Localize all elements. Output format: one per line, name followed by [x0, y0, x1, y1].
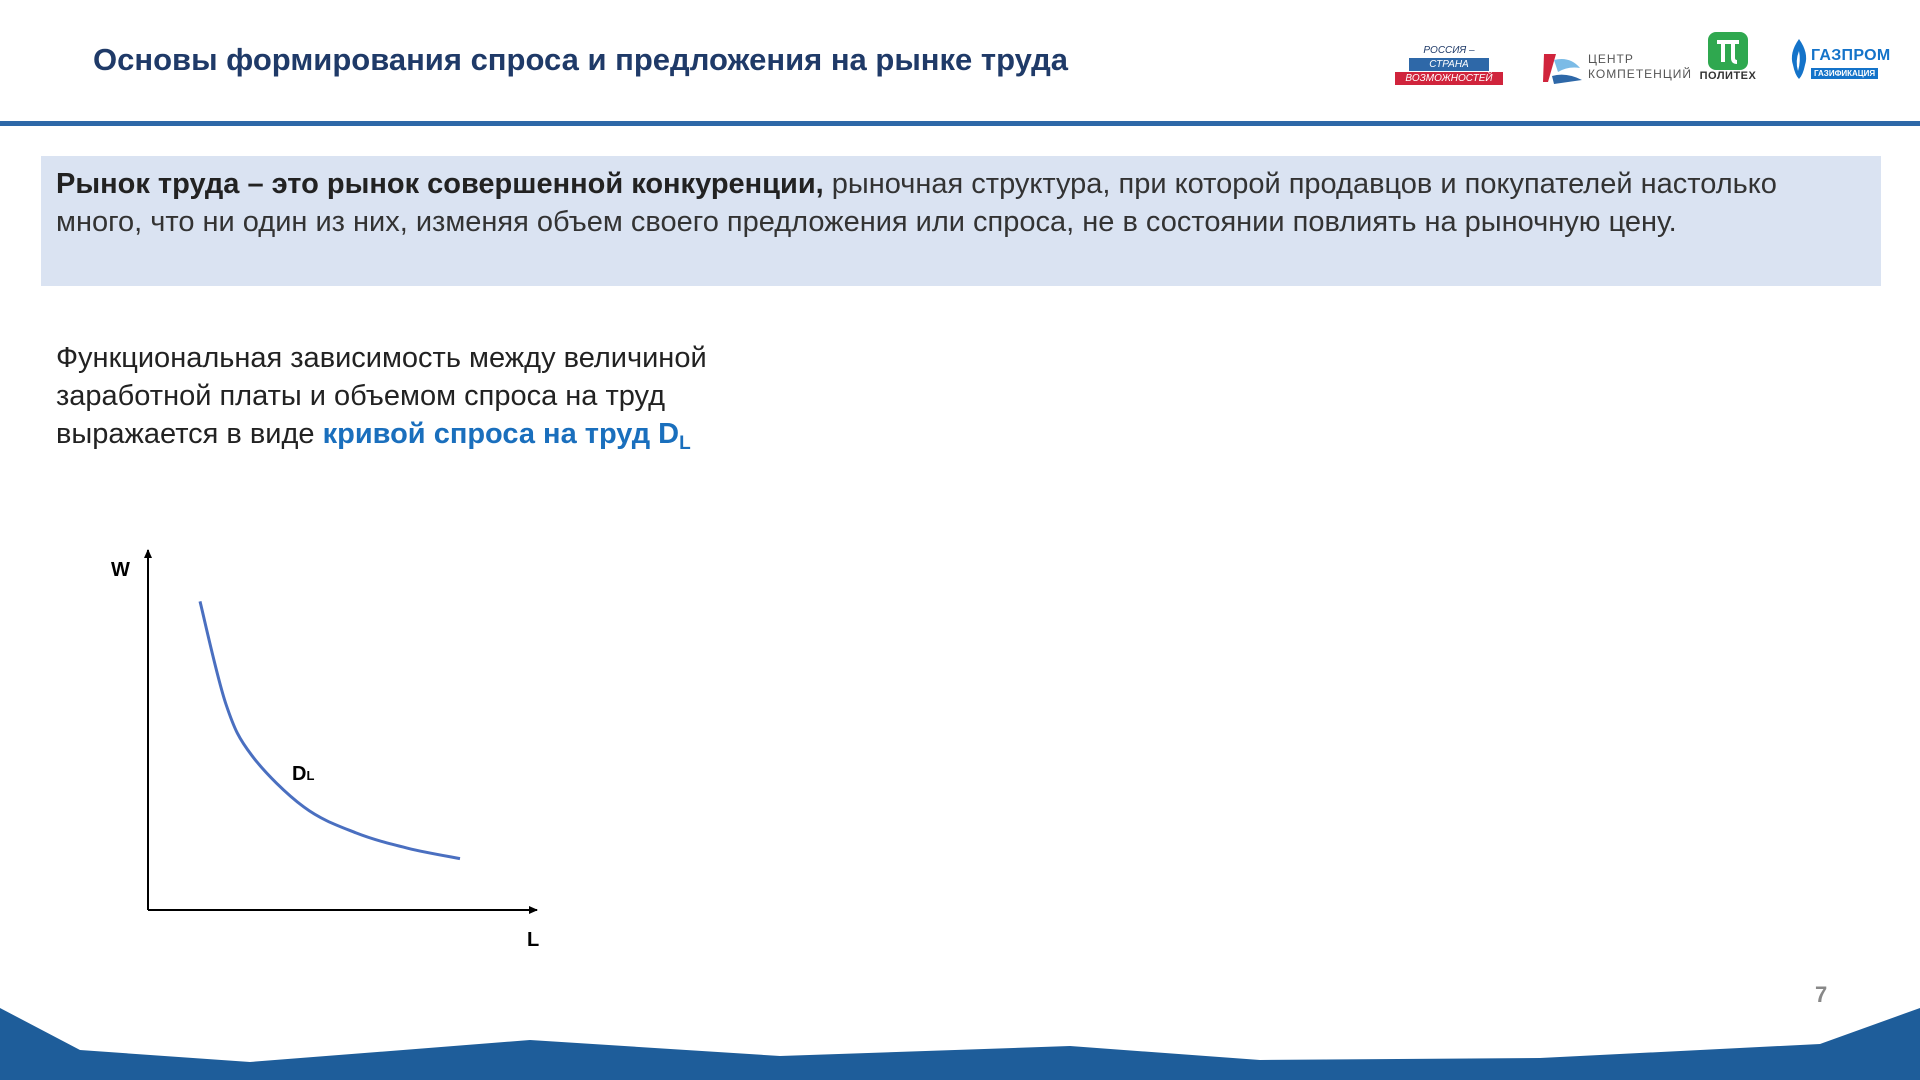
definition-bold: Рынок труда – это рынок совершенной конкуренции, [56, 168, 824, 200]
gazprom-logo-title: ГАЗПРОМ [1811, 47, 1891, 64]
russia-logo-line-3: ВОЗМОЖНОСТЕЙ [1395, 72, 1503, 85]
body-plain-text: Функциональная зависимость между величиной заработной платы и объемом спроса на труд выражается в виде [56, 342, 707, 450]
demand-curve-dl [200, 601, 460, 858]
bottom-wave-decoration [0, 990, 1920, 1080]
russia-logo-line-2: СТРАНА [1409, 58, 1489, 71]
y-axis-label: W [111, 559, 130, 581]
centr-logo-line-1: ЦЕНТР [1588, 52, 1634, 66]
curve-label-sub: L [306, 768, 315, 783]
page-number: 7 [1815, 982, 1828, 1007]
gazprom-logo-subtitle: ГАЗИФИКАЦИЯ [1811, 68, 1878, 79]
x-axis-label: L [527, 929, 540, 951]
centr-logo-line-2: КОМПЕТЕНЦИЙ [1588, 67, 1692, 81]
body-highlight-main: кривой спроса на труд D [322, 418, 680, 450]
slide-title: Основы формирования спроса и предложения на рынке труда [93, 42, 1069, 77]
curve-label-main: D [292, 763, 307, 785]
definition-text: рыночная структура, при которой продавцов и покупателей настолько много, что ни один из них, изменяя объем своего предложения или спроса, не в состоянии повлиять на рыночную цену. [56, 168, 1777, 238]
russia-logo-line-1: РОССИЯ – [1423, 45, 1475, 56]
curve-label [292, 763, 314, 785]
body-highlight-sub: L [679, 433, 691, 454]
polytech-logo-text: ПОЛИТЕХ [1699, 70, 1757, 82]
